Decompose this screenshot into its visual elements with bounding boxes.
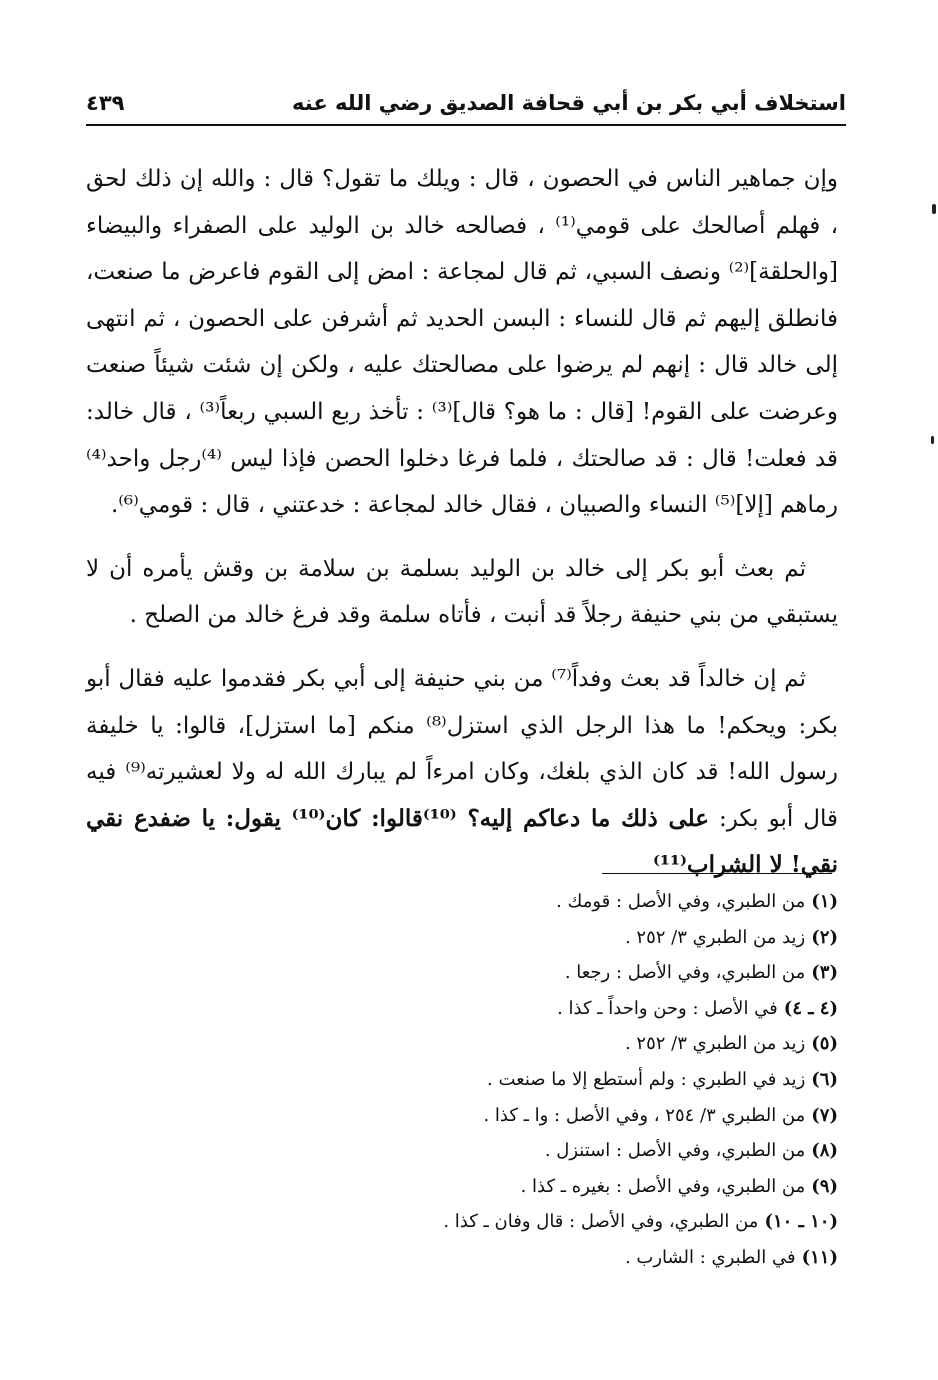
footnote-number: (٩) [811, 1175, 838, 1197]
footnote [78, 1062, 838, 1098]
footnote-text: من الطبري، وفي الأصل : استنزل . [544, 1140, 806, 1162]
footnote [78, 1098, 838, 1134]
footnote-number: (١١) [801, 1246, 838, 1268]
paragraph-3-text: ثم إن خالداً قد بعث وفداً⁽⁷⁾ من بني حنيفة إلى أبي بكر فقدموا عليه فقال أبو بكر: ويحكم! ما هذا الرجل الذي استزل⁽⁸⁾ منكم [ما استزل]، قالوا: يا خليفة رسول الله! قد كان الذي بلغك، وكان امرءاً لم يبارك الله له ولا لعشيرته⁽⁹⁾ فيه قال أبو بكر: [86, 665, 838, 832]
footnote-number: (٤ ـ ٤) [783, 997, 838, 1019]
paragraph-1: وإن جماهير الناس في الحصون ، قال : ويلك ما تقول؟ قال : والله إن ذلك لحق ، فهلم أصالحك على قومي⁽¹⁾ ، فصالحه خالد بن الوليد على الصفراء والبيضاء [والحلقة]⁽²⁾ ونصف السبي، ثم قال لمجاعة : امض إلى القوم فاعرض ما صنعت، فانطلق إليهم ثم قال للنساء : البسن الحديد ثم أشرفن على الحصون ، ثم انتهى إلى خالد قال : إنهم لم يرضوا على مصالحتك عليه ، ولكن إن شئت شيئاً صنعت وعرضت على القوم! [قال : ما هو؟ قال]⁽³⁾ : تأخذ ربع السبي ربعاً⁽³⁾ ، قال خالد: قد فعلت! قال : قد صالحتك ، فلما فرغا دخلوا الحصن فإذا ليس ⁽⁴⁾رجل واحد⁽⁴⁾ رماهم [إلا]⁽⁵⁾ النساء والصبيان ، فقال خالد لمجاعة : خدعتني ، قال : قومي⁽⁶⁾. [86, 166, 839, 519]
footnote-text: من الطبري ٣/ ٢٥٤ ، وفي الأصل : وا ـ كذا . [483, 1104, 806, 1126]
footnote-text: زيد في الطبري : ولم أستطع إلا ما صنعت . [487, 1068, 806, 1090]
footnote-text: زيد من الطبري ٣/ ٢٥٢ . [624, 1033, 806, 1055]
header-title: استخلاف أبي بكر بن أبي قحافة الصديق رضي الله عنه [292, 91, 846, 115]
running-header [86, 84, 846, 122]
footnote-number: (٢) [811, 926, 838, 948]
footnote-number: (٦) [811, 1068, 838, 1090]
footnote [78, 991, 838, 1027]
footnote [78, 1204, 838, 1240]
footnote [78, 1133, 838, 1169]
footnote-number: (٣) [811, 962, 838, 984]
footnote-number: (١٠ ـ ١٠) [764, 1211, 838, 1233]
footnote [78, 1026, 838, 1062]
footnote-number: (٧) [811, 1104, 838, 1126]
scan-speck [932, 204, 936, 214]
footnote [78, 884, 838, 920]
footnotes-list [78, 884, 838, 1276]
footnote [78, 1240, 838, 1276]
footnote [78, 955, 838, 991]
footnote-text: زيد من الطبري ٣/ ٢٥٢ . [624, 926, 806, 948]
paragraph-3 [86, 656, 838, 889]
footnote-text: من الطبري، وفي الأصل : بغيره ـ كذا . [520, 1175, 806, 1197]
footnote-number: (١) [811, 891, 838, 912]
footnote-text: من الطبري، وفي الأصل : رجعا . [564, 962, 806, 984]
footnote-number: (٥) [811, 1033, 838, 1055]
footnote [78, 1169, 838, 1205]
footnote-text: في الأصل : وحن واحداً ـ كذا . [557, 997, 778, 1019]
scan-speck [931, 436, 934, 444]
main-text [86, 156, 838, 889]
footnote-rule [602, 873, 832, 874]
footnote [78, 920, 838, 956]
footnote-text: من الطبري، وفي الأصل : قومك . [556, 891, 806, 912]
header-rule [86, 124, 846, 126]
paragraph-2: ثم بعث أبو بكر إلى خالد بن الوليد بسلمة بن سلامة بن وقش يأمره أن لا يستبقي من بني حنيفة رجلاً قد أنبت ، فأتاه سلمة وقد فرغ خالد من الصلح . [86, 555, 838, 629]
footnote-text: من الطبري، وفي الأصل : قال وفان ـ كذا . [443, 1211, 759, 1233]
paragraph-3-bold-line: على ذلك ما دعاكم إليه؟ ⁽¹⁰⁾قالوا: كان⁽¹⁰⁾ يقول: يا ضفدع نقي نقي! لا الشراب⁽¹¹⁾ [86, 804, 838, 879]
footnote-number: (٨) [811, 1140, 838, 1162]
footnote-text: في الطبري : الشارب . [624, 1246, 796, 1268]
page-number: ٤٣٩ [86, 91, 125, 115]
